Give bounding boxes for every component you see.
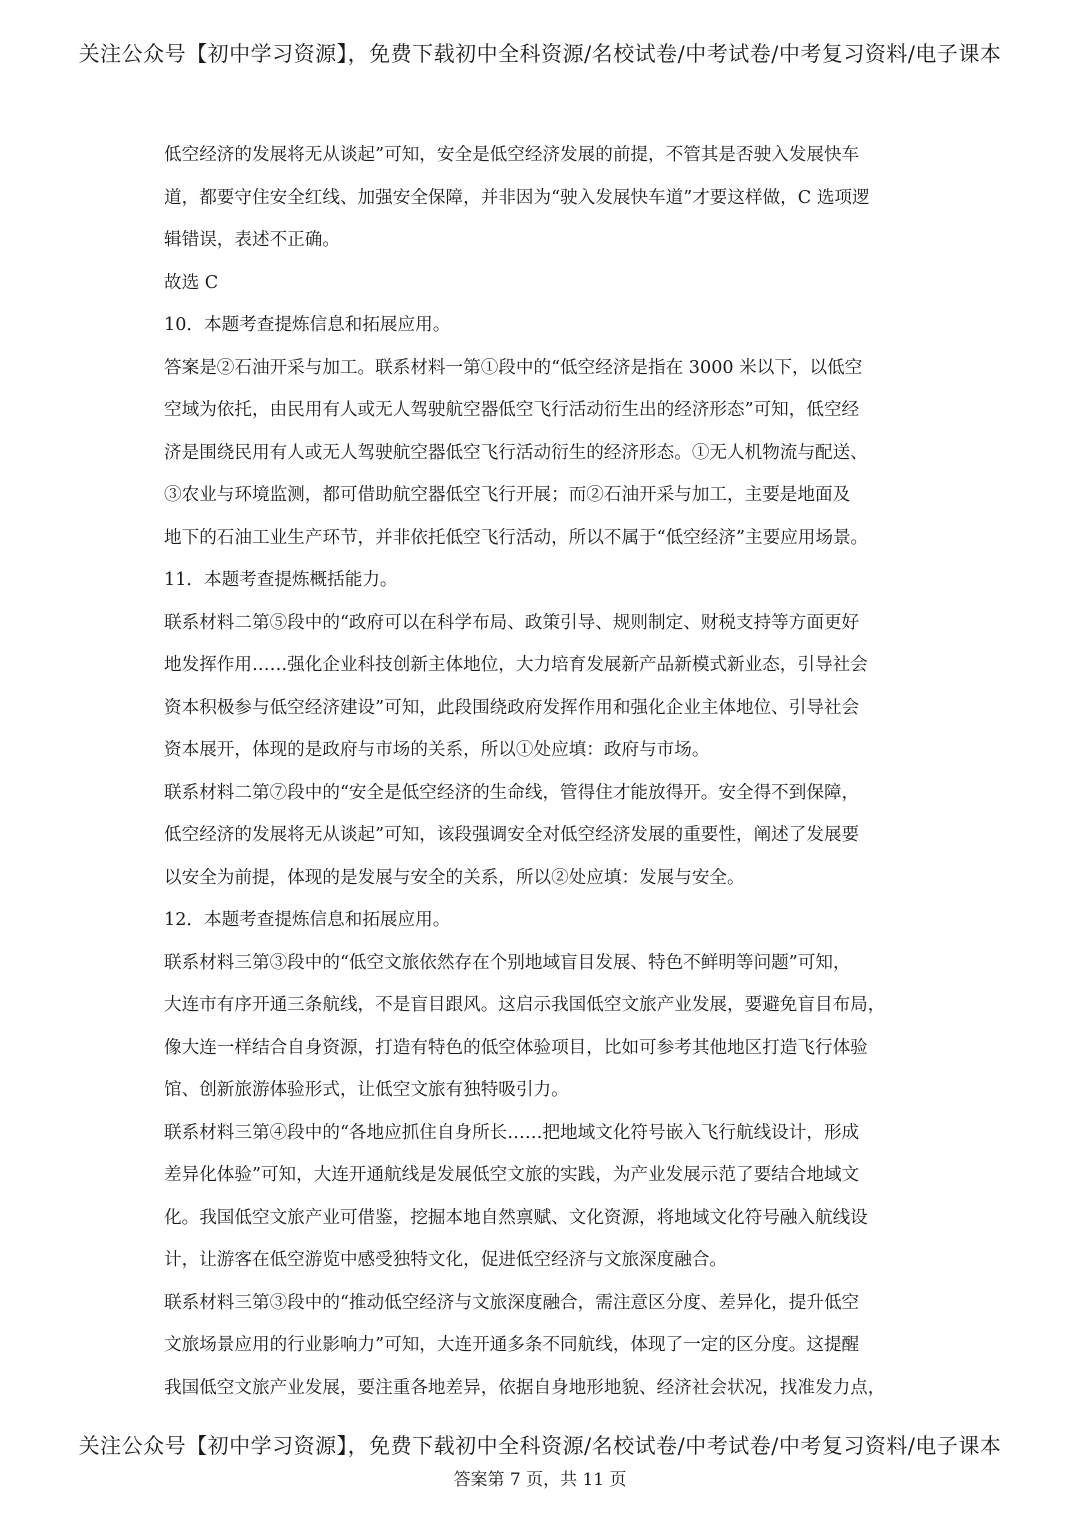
text-line: 文旅场景应用的行业影响力”可知，大连开通多条不同航线，体现了一定的区分度。这提醒 (164, 1335, 860, 1355)
question-heading-10: 10．本题考查提炼信息和拓展应用。 (164, 315, 451, 335)
text-line: 资本积极参与低空经济建设”可知，此段围绕政府发挥作用和强化企业主体地位、引导社会 (164, 697, 860, 718)
text-line: 化。我国低空文旅产业可借鉴，挖掘本地自然禀赋、文化资源，将地域文化符号融入航线设 (164, 1207, 868, 1228)
text-line: 辑错误，表述不正确。 (164, 230, 340, 250)
text-line: 联系材料三第③段中的“低空文旅依然存在个别地域盲目发展、特色不鲜明等问题”可知， (164, 952, 851, 973)
question-heading-11: 11．本题考查提炼概括能力。 (164, 570, 398, 590)
text-line: 地发挥作用……强化企业科技创新主体地位，大力培育发展新产品新模式新业态，引导社会 (164, 655, 868, 675)
footer-banner: 关注公众号【初中学习资源】，免费下载初中全科资源/名校试卷/中考试卷/中考复习资料/电子课本 (78, 1434, 1002, 1458)
text-line: 像大连一样结合自身资源，打造有特色的低空体验项目，比如可参考其他地区打造飞行体验 (164, 1037, 868, 1058)
text-line: 联系材料三第③段中的“推动低空经济与文旅深度融合，需注意区分度、差异化，提升低空 (164, 1292, 860, 1313)
header-banner: 关注公众号【初中学习资源】，免费下载初中全科资源/名校试卷/中考试卷/中考复习资料/电子课本 (78, 42, 1002, 66)
text-line: 道，都要守住安全红线、加强安全保障，并非因为“驶入发展快车道”才要这样做，C 选项逻 (164, 187, 870, 208)
answer-text-body (164, 134, 934, 1409)
text-line: 地下的石油工业生产环节，并非依托低空飞行活动，所以不属于“低空经济”主要应用场景。 (164, 527, 869, 548)
text-line: 联系材料二第⑦段中的“安全是低空经济的生命线，管得住才能放得开。安全得不到保障， (164, 782, 860, 803)
text-line: 联系材料三第④段中的“各地应抓住自身所长……把地域文化符号嵌入飞行航线设计，形成 (164, 1122, 860, 1143)
text-line: 低空经济的发展将无从谈起”可知，该段强调安全对低空经济发展的重要性，阐述了发展要 (164, 825, 860, 845)
text-line: 低空经济的发展将无从谈起”可知，安全是低空经济发展的前提，不管其是否驶入发展快车 (164, 145, 860, 165)
text-line: 大连市有序开通三条航线，不是盲目跟风。这启示我国低空文旅产业发展，要避免盲目布局， (164, 995, 886, 1015)
text-line: 空域为依托，由民用有人或无人驾驶航空器低空飞行活动衍生出的经济形态”可知，低空经 (164, 400, 860, 420)
text-line: 答案是②石油开采与加工。联系材料一第①段中的“低空经济是指在 3000 米以下，以低空 (164, 357, 863, 378)
text-line: 济是围绕民用有人或无人驾驶航空器低空飞行活动衍生的经济形态。①无人机物流与配送、 (164, 442, 868, 463)
text-line: 资本展开，体现的是政府与市场的关系，所以①处应填：政府与市场。 (164, 740, 710, 760)
question-heading-12: 12．本题考查提炼信息和拓展应用。 (164, 910, 451, 930)
text-line: ③农业与环境监测，都可借助航空器低空飞行开展；而②石油开采与加工，主要是地面及 (164, 485, 851, 505)
text-line: 差异化体验”可知，大连开通航线是发展低空文旅的实践，为产业发展示范了要结合地域文 (164, 1165, 860, 1185)
text-line: 计，让游客在低空游览中感受独特文化，促进低空经济与文旅深度融合。 (164, 1250, 728, 1270)
text-line: 联系材料二第⑤段中的“政府可以在科学布局、政策引导、规则制定、财税支持等方面更好 (164, 612, 860, 633)
text-line: 以安全为前提，体现的是发展与安全的关系，所以②处应填：发展与安全。 (164, 867, 745, 888)
text-line: 馆、创新旅游体验形式，让低空文旅有独特吸引力。 (164, 1080, 569, 1100)
page-number: 答案第 7 页，共 11 页 (453, 1470, 627, 1490)
text-line: 我国低空文旅产业发展，要注重各地差异，依据自身地形地貌、经济社会状况，找准发力点， (164, 1377, 886, 1398)
answer-choice-line: 故选 C (164, 272, 219, 293)
